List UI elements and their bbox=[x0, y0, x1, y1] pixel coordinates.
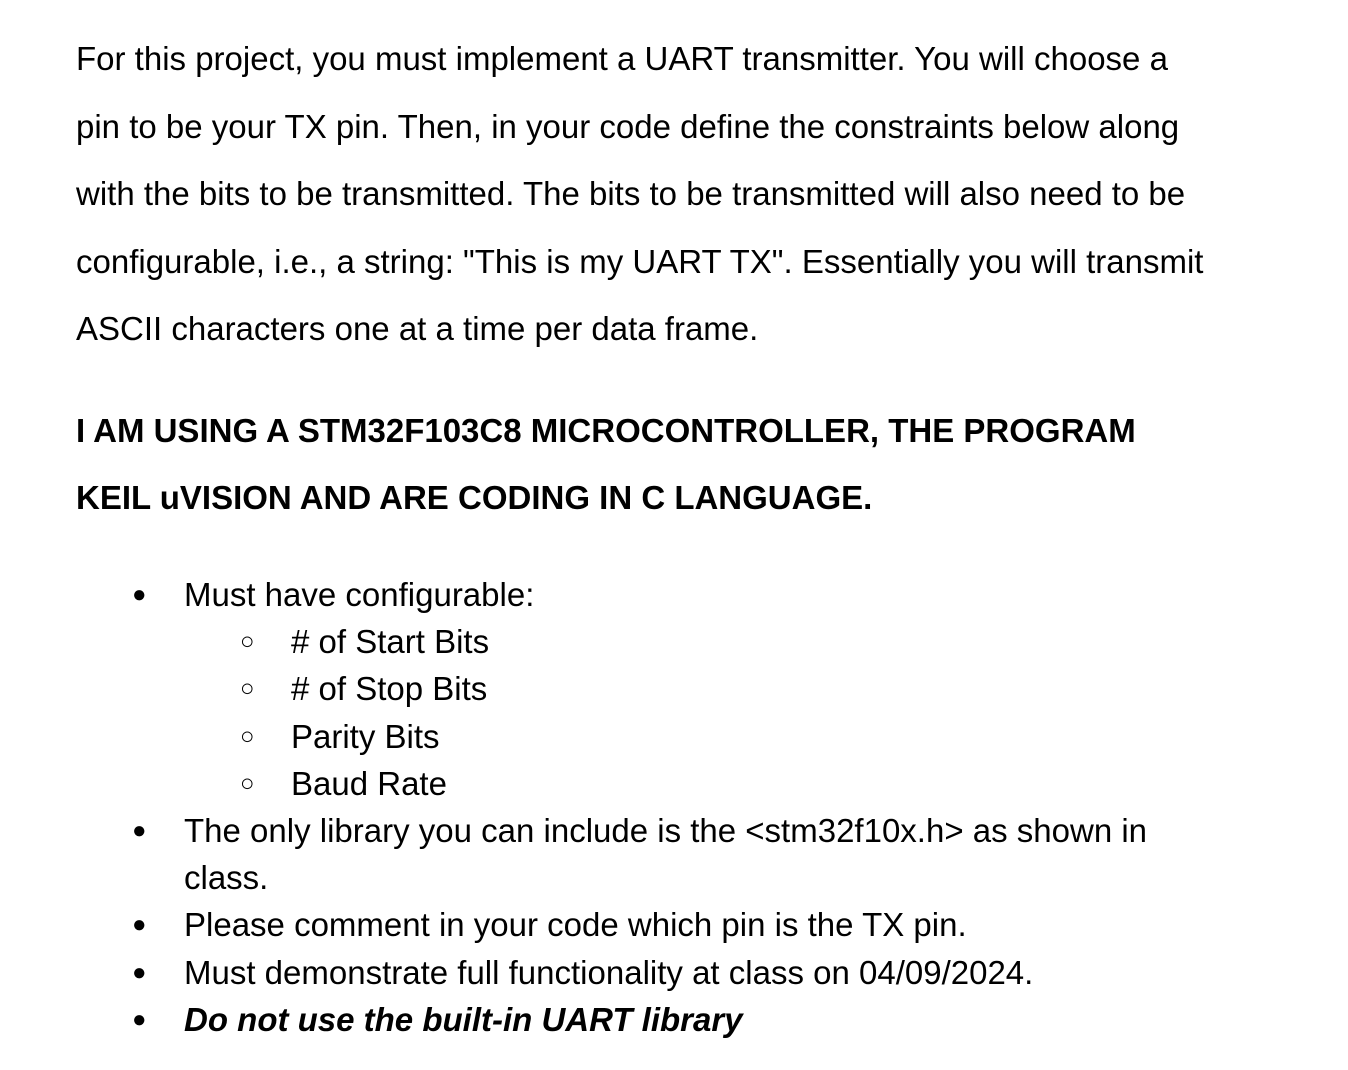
intro-line: configurable, i.e., a string: "This is my UART TX". Essentially you will transmit bbox=[76, 242, 1204, 280]
sub-item-text: Baud Rate bbox=[291, 764, 447, 802]
requirement-item bbox=[76, 807, 1326, 901]
requirement-text: The only library you can include is the <stm32f10x.h> as shown in bbox=[184, 812, 1148, 850]
hollow-bullet-icon: ○ bbox=[240, 675, 255, 703]
bullet-icon: ● bbox=[132, 958, 147, 986]
requirements-list bbox=[76, 571, 1326, 1043]
hollow-bullet-icon: ○ bbox=[240, 628, 255, 656]
sub-item-text: # of Start Bits bbox=[291, 623, 490, 661]
hollow-bullet-icon: ○ bbox=[240, 769, 255, 797]
configurable-list bbox=[184, 618, 1326, 807]
requirement-text-emphasis: Do not use the built-in UART library bbox=[184, 1000, 743, 1038]
bullet-icon: ● bbox=[132, 911, 147, 939]
intro-paragraph bbox=[76, 0, 1326, 363]
sub-item bbox=[184, 760, 1326, 807]
intro-line: pin to be your TX pin. Then, in your code define the constraints below along bbox=[76, 107, 1180, 145]
requirement-item bbox=[76, 996, 1326, 1043]
bullet-icon: ● bbox=[132, 581, 147, 608]
sub-item-text: # of Stop Bits bbox=[291, 670, 488, 708]
requirement-item bbox=[76, 571, 1326, 807]
intro-line: ASCII characters one at a time per data frame. bbox=[76, 310, 759, 347]
document-page bbox=[76, 0, 1326, 1038]
bullet-icon: ● bbox=[132, 817, 147, 845]
notice-line: KEIL uVISION AND ARE CODING IN C LANGUAGE. bbox=[76, 479, 873, 516]
requirement-item bbox=[76, 949, 1326, 996]
sub-item-text: Parity Bits bbox=[291, 717, 440, 755]
requirement-text: Must demonstrate full functionality at class on 04/09/2024. bbox=[184, 953, 1034, 991]
sub-item bbox=[184, 713, 1326, 760]
requirement-text-continuation: class. bbox=[184, 859, 269, 897]
bullet-icon: ● bbox=[132, 1005, 147, 1033]
sub-item bbox=[184, 665, 1326, 712]
notice-paragraph bbox=[76, 363, 1326, 532]
intro-line: For this project, you must implement a UART transmitter. You will choose a bbox=[76, 40, 1168, 77]
requirement-text: Must have configurable: bbox=[184, 576, 535, 613]
hollow-bullet-icon: ○ bbox=[240, 722, 255, 750]
sub-item bbox=[184, 618, 1326, 665]
requirement-item bbox=[76, 901, 1326, 948]
intro-line: with the bits to be transmitted. The bits to be transmitted will also need to be bbox=[76, 175, 1186, 212]
notice-line: I AM USING A STM32F103C8 MICROCONTROLLER, THE PROGRAM bbox=[76, 411, 1136, 449]
requirement-text: Please comment in your code which pin is the TX pin. bbox=[184, 906, 967, 944]
